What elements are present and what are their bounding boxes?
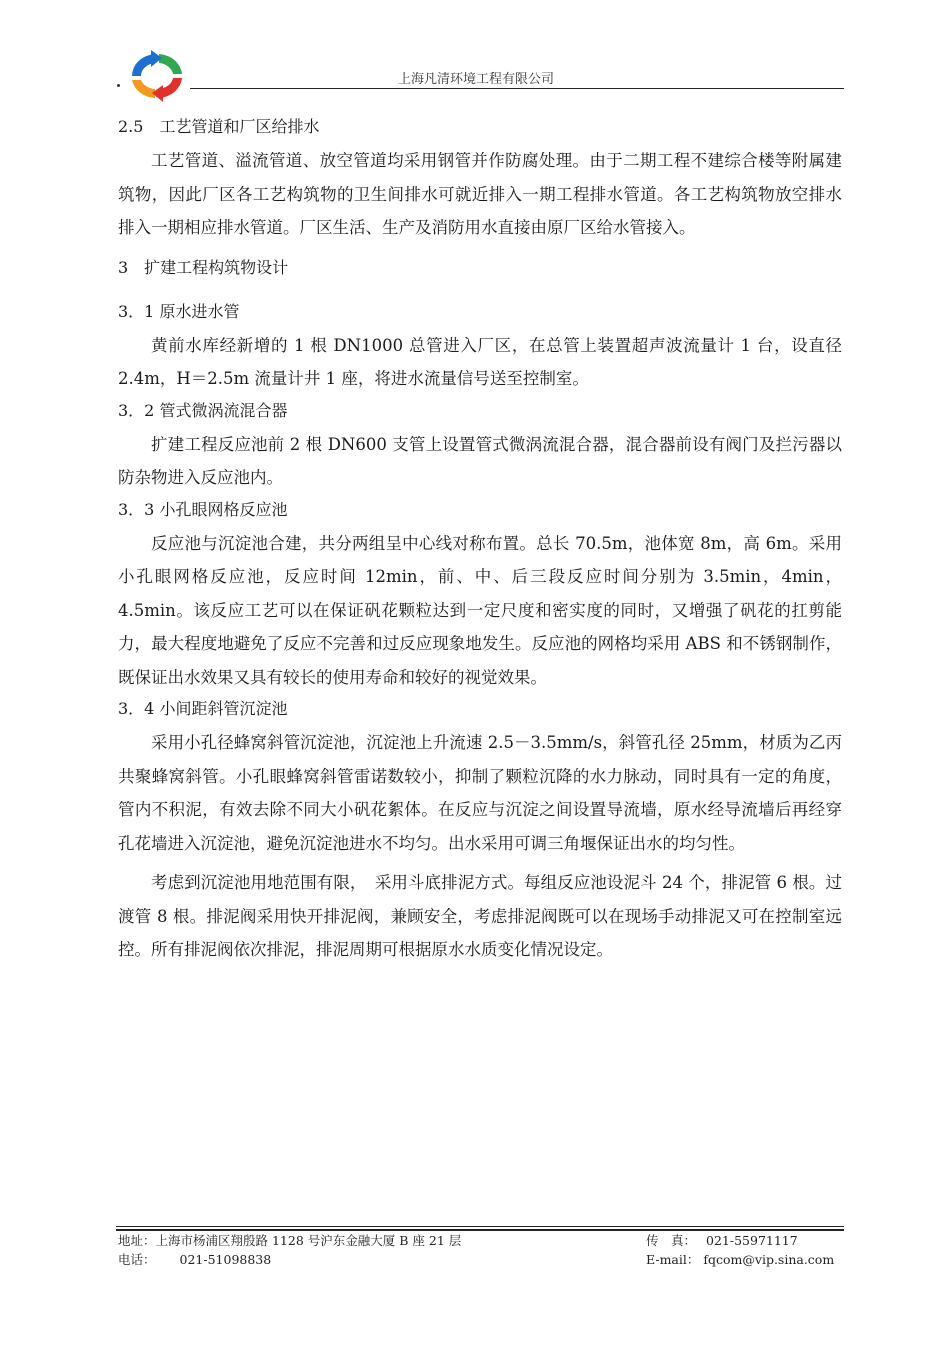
- phone-label: 电话：: [118, 1252, 156, 1267]
- header-bullet: [117, 84, 120, 87]
- section-heading: 3．2 管式微涡流混合器: [118, 400, 288, 420]
- company-logo-icon: [122, 50, 192, 102]
- section-heading: 3．3 小孔眼网格反应池: [118, 499, 288, 519]
- body-paragraph: 考虑到沉淀池用地范围有限， 采用斗底排泥方式。每组反应池设泥斗 24 个，排泥管 6 根。过渡管 8 根。排泥阀采用快开排泥阀，兼顾安全，考虑排泥阀既可以在现场手动排泥又可在控制室远控。所有排泥阀依次排泥，排泥周期可根据原水水质变化情况设定。: [118, 873, 842, 959]
- header-divider: [190, 88, 844, 89]
- footer-email: [646, 1250, 834, 1268]
- fax-number: 021-55971117: [706, 1233, 798, 1248]
- body-paragraph: 黄前水库经新增的 1 根 DN1000 总管进入厂区，在总管上装置超声波流量计 1 台，设直径 2.4m，H＝2.5m 流量计井 1 座，将进水流量信号送至控制室。: [118, 335, 842, 388]
- section-3-1: [118, 299, 842, 396]
- document-body: [118, 114, 842, 967]
- section-3-2: [118, 398, 842, 495]
- section-3-4: [118, 696, 842, 967]
- fax-label: 传 真：: [646, 1233, 697, 1248]
- section-heading: 2.5 工艺管道和厂区给排水: [118, 117, 320, 136]
- footer-fax: [646, 1231, 798, 1249]
- section-2-5: [118, 114, 842, 245]
- section-3: [118, 255, 842, 281]
- section-3-3: [118, 497, 842, 695]
- footer-address: 地址：上海市杨浦区翔殷路 1128 号沪东金融大厦 B 座 21 层: [118, 1233, 462, 1248]
- footer-divider: [116, 1226, 844, 1227]
- email-address: fqcom@vip.sina.com: [703, 1252, 835, 1267]
- company-name: 上海凡清环境工程有限公司: [398, 72, 555, 87]
- body-paragraph: 反应池与沉淀池合建，共分两组呈中心线对称布置。总长 70.5m，池体宽 8m，高 6m。采用小孔眼网格反应池，反应时间 12min，前、中、后三段反应时间分别为 3.5min，4min，4.5min。该反应工艺可以在保证矾花颗粒达到一定尺度和密实度的同时，又增强了矾花的扛剪能力，最大程度地避免了反应不完善和过反应现象地发生。反应池的网格均采用 ABS 和不锈钢制作，既保证出水效果又具有较长的使用寿命和较好的视觉效果。: [118, 533, 842, 687]
- section-heading: 3．1 原水进水管: [118, 301, 240, 321]
- body-paragraph: 工艺管道、溢流管道、放空管道均采用钢管并作防腐处理。由于二期工程不建综合楼等附属建筑物，因此厂区各工艺构筑物的卫生间排水可就近排入一期工程排水管道。各工艺构筑物放空排水排入一期相应排水管道。厂区生活、生产及消防用水直接由原厂区给水管接入。: [118, 151, 842, 237]
- email-label: E-mail：: [646, 1252, 700, 1267]
- body-paragraph: 采用小孔径蜂窝斜管沉淀池，沉淀池上升流速 2.5－3.5mm/s，斜管孔径 25mm，材质为乙丙共聚蜂窝斜管。小孔眼蜂窝斜管雷诺数较小，抑制了颗粒沉降的水力脉动，同时具有一定的角度，管内不积泥，有效去除不同大小矾花絮体。在反应与沉淀之间设置导流墙，原水经导流墙后再经穿孔花墙进入沉淀池，避免沉淀池进水不均匀。出水采用可调三角堰保证出水的均匀性。: [118, 733, 842, 853]
- footer-phone: [118, 1250, 271, 1268]
- section-heading: 3．4 小间距斜管沉淀池: [118, 699, 288, 718]
- phone-number: 021-51098838: [179, 1252, 272, 1267]
- body-paragraph: 扩建工程反应池前 2 根 DN600 支管上设置管式微涡流混合器，混合器前设有阀门及拦污器以防杂物进入反应池内。: [118, 434, 842, 487]
- section-heading: 3 扩建工程构筑物设计: [118, 257, 289, 277]
